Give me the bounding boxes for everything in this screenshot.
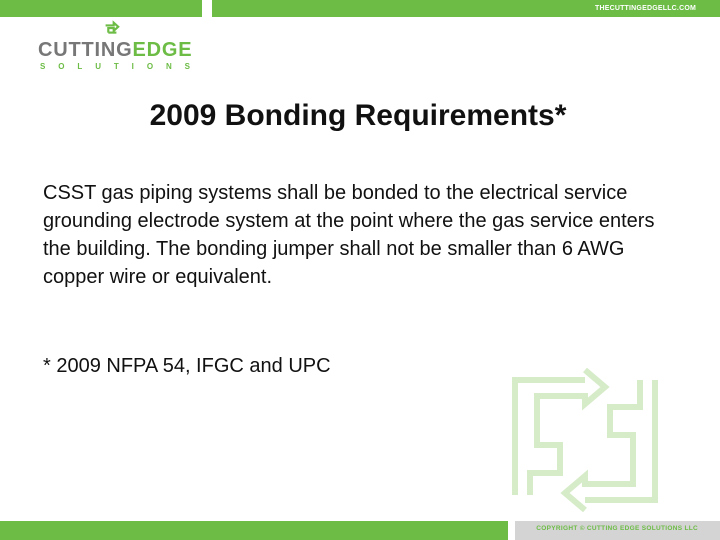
logo-letter: O	[146, 62, 154, 71]
logo-letter: T	[113, 62, 119, 71]
slide-title: 2009 Bonding Requirements*	[149, 99, 567, 132]
arrows-loop-watermark-icon	[510, 365, 660, 515]
top-banner	[0, 0, 720, 20]
logo-letter: S	[184, 62, 190, 71]
logo-letter: U	[95, 62, 101, 71]
logo-tagline	[40, 62, 190, 72]
header-url: THECUTTINGEDGELLC.COM	[594, 5, 696, 12]
logo-letter: L	[77, 62, 83, 71]
arrows-loop-icon	[102, 20, 120, 38]
copyright-text: COPYRIGHT © CUTTING EDGE SOLUTIONS LLC	[536, 525, 698, 532]
company-logo	[38, 20, 193, 71]
logo-word-edge: EDGE	[132, 39, 193, 61]
top-banner-left-segment	[0, 0, 202, 17]
logo-letter: N	[165, 62, 172, 71]
logo-letter: I	[131, 62, 134, 71]
slide-body-text: CSST gas piping systems shall be bonded to the electrical service grounding electrode system at the point where the gas service enters the building. The bonding jumper shall not be smaller than 6 AWG copper wire or equivalent.	[43, 182, 655, 288]
logo-letter: O	[58, 62, 65, 71]
slide-footnote: * 2009 NFPA 54, IFGC and UPC	[43, 355, 331, 377]
logo-wordmark	[38, 38, 192, 62]
logo-letter: S	[40, 62, 46, 71]
logo-word-cutting: CUTTING	[38, 39, 133, 61]
